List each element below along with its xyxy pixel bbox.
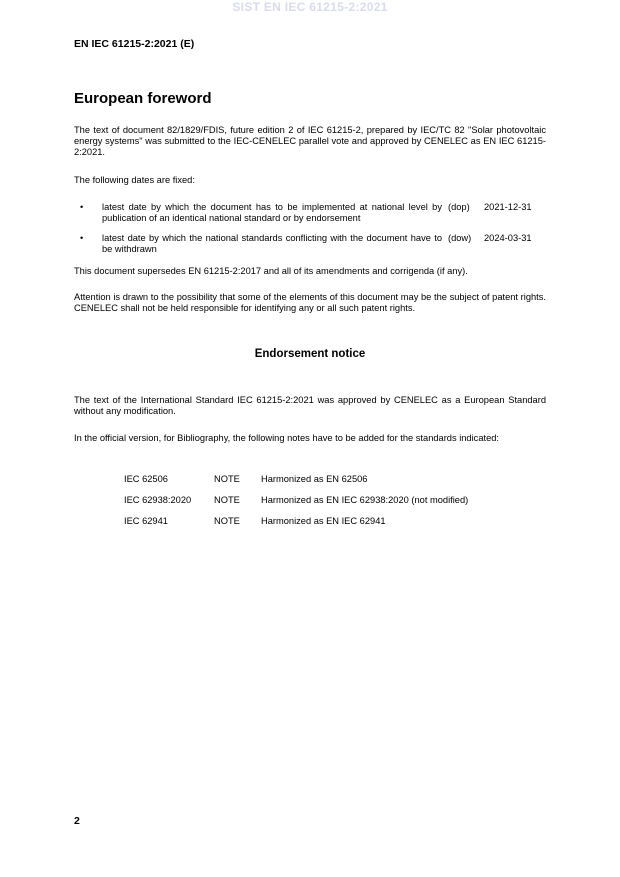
note-standard: IEC 62506 — [124, 474, 168, 484]
note-text: Harmonized as EN 62506 — [261, 474, 368, 484]
date-item-date: 2024-03-31 — [484, 233, 532, 243]
page-number: 2 — [74, 815, 80, 827]
attention-paragraph: Attention is drawn to the possibility that some of the elements of this document may be the subject of patent rights. CENELEC shall not be held responsible for identifying any or all such patent rights. — [74, 292, 546, 313]
endorsement-paragraph: The text of the International Standard IEC 61215-2:2021 was approved by CENELEC as a European Standard without any modification. — [74, 395, 546, 416]
date-item-text: latest date by which the document has to be implemented at national level by publication of an identical national standard or by endorsement — [102, 202, 442, 223]
supersedes-paragraph: This document supersedes EN 61215-2:2017 and all of its amendments and corrigenda (if any). — [74, 266, 468, 276]
note-text: Harmonized as EN IEC 62941 — [261, 516, 386, 526]
date-item-code: (dow) — [448, 233, 472, 243]
endorsement-heading: Endorsement notice — [254, 348, 366, 360]
bullet-icon: • — [80, 202, 84, 212]
note-label: NOTE — [214, 516, 240, 526]
note-label: NOTE — [214, 474, 240, 484]
document-identifier: EN IEC 61215-2:2021 (E) — [74, 38, 195, 50]
foreword-heading: European foreword — [74, 90, 212, 107]
bibliography-intro-paragraph: In the official version, for Bibliography, the following notes have to be added for the standards indicated: — [74, 433, 499, 443]
date-item-code: (dop) — [448, 202, 470, 212]
watermark: SIST EN IEC 61215-2:2021 — [232, 0, 388, 14]
date-item-date: 2021-12-31 — [484, 202, 532, 212]
note-text: Harmonized as EN IEC 62938:2020 (not modified) — [261, 495, 469, 505]
date-item-text: latest date by which the national standards conflicting with the document have to be withdrawn — [102, 233, 442, 254]
note-standard: IEC 62941 — [124, 516, 168, 526]
note-label: NOTE — [214, 495, 240, 505]
bullet-icon: • — [80, 233, 84, 243]
note-standard: IEC 62938:2020 — [124, 495, 192, 505]
dates-intro-paragraph: The following dates are fixed: — [74, 175, 195, 185]
foreword-intro-paragraph: The text of document 82/1829/FDIS, future edition 2 of IEC 61215-2, prepared by IEC/TC 82 "Solar photovoltaic energy systems" was submitted to the IEC-CENELEC parallel vote and approved by CENELEC as EN IEC 61215-2:2021. — [74, 125, 546, 157]
